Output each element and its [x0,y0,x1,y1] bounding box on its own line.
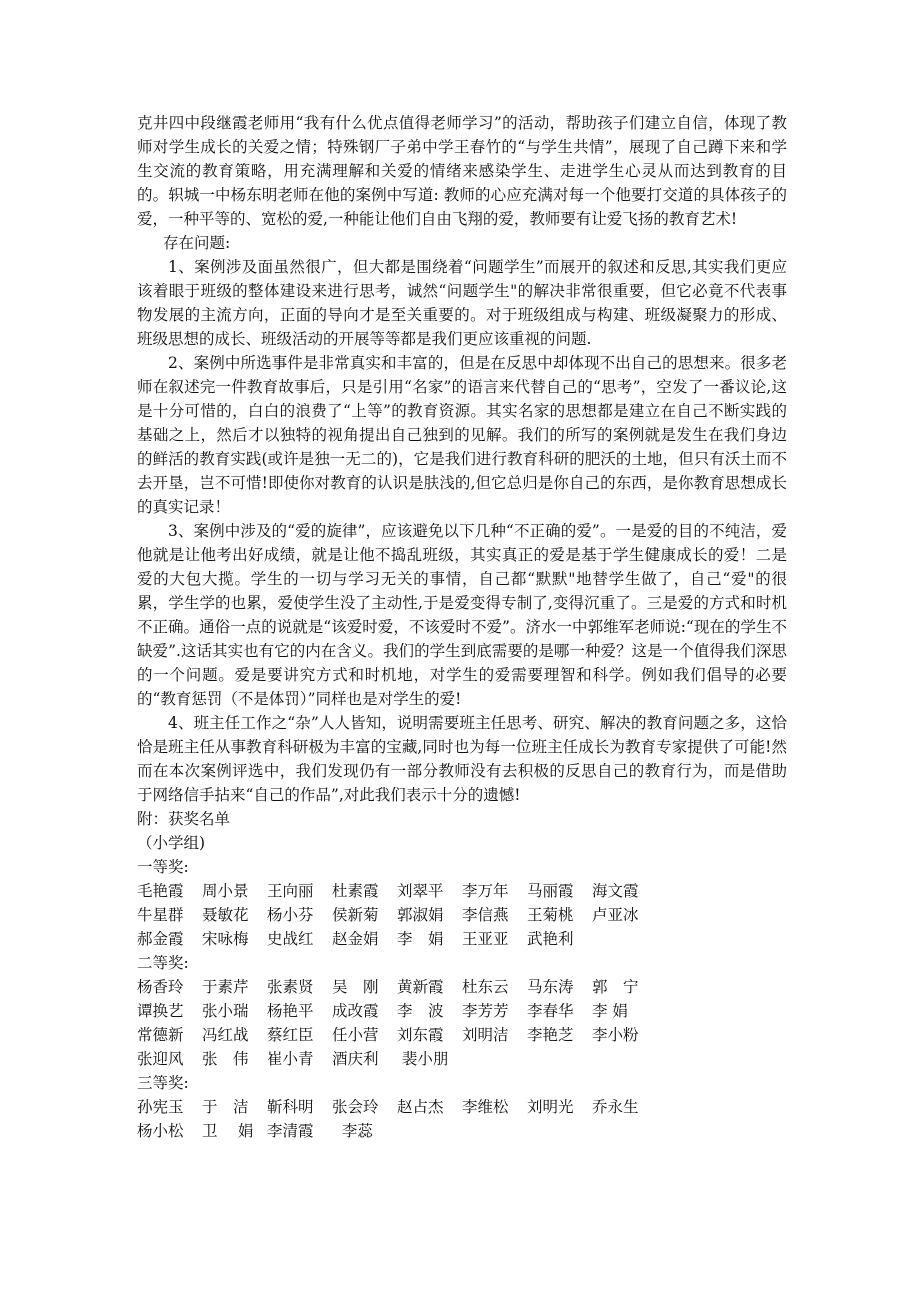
second-prize-row [137,975,787,999]
winner-name: 张 伟 [202,1050,249,1068]
winner-name: 赵金娟 [332,930,379,948]
winner-name: 海文霞 [592,882,639,900]
first-prize-title: 一等奖: [137,858,189,876]
winner-name: 李清霞 [267,1122,314,1140]
winner-name: 杜东云 [462,978,509,996]
winner-name: 李 娟 [592,1002,628,1020]
second-prize-title: 二等奖: [137,954,189,972]
paragraph-problem-1: 1、案例涉及面虽然很广，但大都是围绕着“问题学生”而展开的叙述和反思,其实我们更应该着眼于班级的整体建设来进行思考，诚然“问题学生"的解决非常很重要，但它必竟不代表事物发展的主流方向，正面的导向才是至关重要的。对于班级组成与构建、班级凝聚力的形成、班级思想的成长、班级活动的开展等等都是我们更应该重视的问题. [137,258,787,348]
winner-name: 孙宪玉 [137,1098,184,1116]
winner-name: 杨小芬 [267,906,314,924]
paragraph-problem-4: 4、班主任工作之“杂”人人皆知，说明需要班主任思考、研究、解决的教育问题之多，这恰恰是班主任从事教育科研极为丰富的宝藏,同时也为每一位班主任成长为教育专家提供了可能!然而在本次案例评选中，我们发现仍有一部分教师没有去积极的反思自己的教育行为，而是借助于网络信手拈来“自己的作品”,对此我们表示十分的遗憾! [137,714,787,804]
winner-name: 靳科明 [267,1098,314,1116]
winner-name: 赵占杰 [397,1098,444,1116]
first-prize-row [137,879,787,903]
winner-name: 宋咏梅 [202,930,249,948]
winner-name: 崔小青 [267,1050,314,1068]
winner-name: 张小瑞 [202,1002,249,1020]
winner-name: 冯红战 [202,1026,249,1044]
winner-name: 常德新 [137,1026,184,1044]
winner-name: 黄新霞 [397,978,444,996]
winner-name: 卫 娟 [202,1122,254,1140]
second-prize-row [137,1047,787,1071]
paragraph-problem-2: 2、案例中所选事件是非常真实和丰富的，但是在反思中却体现不出自己的思想来。很多老师在叙述完一件教育故事后，只是引用“名家”的语言来代替自己的“思考”，空发了一番议论,这是十分可惜的，白白的浪费了“上等”的教育资源。其实名家的思想都是建立在自己不断实践的基础之上，然后才以独特的视角提出自己独到的见解。我们的所写的案例就是发生在我们身边的鲜活的教育实践(或许是独一无二的)，它是我们进行教育科研的肥沃的土地，但只有沃土而不去开垦，岂不可惜!即使你对教育的认识是肤浅的,但它总归是你自己的东西，是你教育思想成长的真实记录！ [137,354,787,516]
third-prize-row [137,1119,787,1143]
winner-name: 刘翠平 [397,882,444,900]
second-prize-row [137,999,787,1023]
winner-name: 武艳利 [527,930,574,948]
winner-name: 王菊桃 [527,906,574,924]
first-prize-row [137,903,787,927]
winner-name: 成改霞 [332,1002,379,1020]
winner-name: 刘明洁 [462,1026,509,1044]
winner-name: 谭换艺 [137,1002,184,1020]
winner-name: 于素芹 [202,978,249,996]
winner-name: 裴小朋 [397,1050,449,1068]
first-prize-row [137,927,787,951]
winner-name: 李 娟 [397,930,444,948]
winner-name: 杨香玲 [137,978,184,996]
winner-name: 酒庆利 [332,1050,379,1068]
winner-name: 李维松 [462,1098,509,1116]
winner-name: 乔永生 [592,1098,639,1116]
paragraph-problems-heading: 存在问题: [163,234,231,252]
winner-name: 杜素霞 [332,882,379,900]
winner-name: 王向丽 [267,882,314,900]
winner-name: 马丽霞 [527,882,574,900]
winner-name: 蔡红臣 [267,1026,314,1044]
winner-name: 郭淑娟 [397,906,444,924]
winner-name: 李信燕 [462,906,509,924]
winner-name: 马东涛 [527,978,574,996]
winner-name: 聂敏花 [202,906,249,924]
winner-name: 张会玲 [332,1098,379,1116]
winner-name: 李蕊 [332,1122,373,1140]
winner-name: 郭 宁 [592,978,639,996]
winner-name: 李小粉 [592,1026,639,1044]
appendix-title: 附：获奖名单 [137,810,231,828]
winner-name: 张素贤 [267,978,314,996]
document-body [137,111,787,1143]
winner-name: 刘东霞 [397,1026,444,1044]
winner-name: 牛星群 [137,906,184,924]
winner-name: 李春华 [527,1002,574,1020]
second-prize-row [137,1023,787,1047]
winner-name: 杨艳平 [267,1002,314,1020]
winner-name: 周小景 [202,882,249,900]
winner-name: 郝金霞 [137,930,184,948]
third-prize-title: 三等奖: [137,1074,189,1092]
winner-name: 吴 刚 [332,978,379,996]
winner-name: 刘明光 [527,1098,574,1116]
winner-name: 李 波 [397,1002,444,1020]
winner-name: 毛艳霞 [137,882,184,900]
winner-name: 李芳芳 [462,1002,509,1020]
paragraph-problem-3: 3、案例中涉及的“爱的旋律”，应该避免以下几种“不正确的爱”。一是爱的目的不纯洁，爱他就是让他考出好成绩，就是让他不捣乱班级，其实真正的爱是基于学生健康成长的爱！二是爱的大包大揽。学生的一切与学习无关的事情，自己都“默默"地替学生做了，自己“爱"的很累，学生学的也累，爱使学生没了主动性,于是爱变得专制了,变得沉重了。三是爱的方式和时机不正确。通俗一点的说就是“该爱时爱，不该爱时不爱”。济水一中郭维军老师说:“现在的学生不缺爱”.这话其实也有它的内在含义。我们的学生到底需要的是哪一种爱？这是一个值得我们深思的一个问题。爱是要讲究方式和时机地，对学生的爱需要理智和科学。例如我们倡导的必要的“教育惩罚（不是体罚）”同样也是对学生的爱! [137,522,787,708]
group-title: （小学组) [137,834,206,852]
third-prize-row [137,1095,787,1119]
winner-name: 侯新菊 [332,906,379,924]
winner-name: 史战红 [267,930,314,948]
winner-name: 李万年 [462,882,509,900]
winner-name: 于 洁 [202,1098,249,1116]
winner-name: 李艳芝 [527,1026,574,1044]
winner-name: 卢亚冰 [592,906,639,924]
winner-name: 任小营 [332,1026,379,1044]
winner-name: 杨小松 [137,1122,184,1140]
winner-name: 张迎风 [137,1050,184,1068]
winner-name: 王亚亚 [462,930,509,948]
paragraph-intro: 克井四中段继霞老师用“我有什么优点值得老师学习”的活动，帮助孩子们建立自信，体现了教师对学生成长的关爱之情；特殊钢厂子弟中学王春竹的“与学生共情”，展现了自己蹲下来和学生交流的教育策略，用充满理解和关爱的情绪来感染学生、走进学生心灵从而达到教育的目的。轵城一中杨东明老师在他的案例中写道: 教师的心应充满对每一个他要打交道的具体孩子的爱，一种平等的、宽松的爱,一种能让他们自由飞翔的爱，教师要有让爱飞扬的教育艺术! [137,114,787,228]
